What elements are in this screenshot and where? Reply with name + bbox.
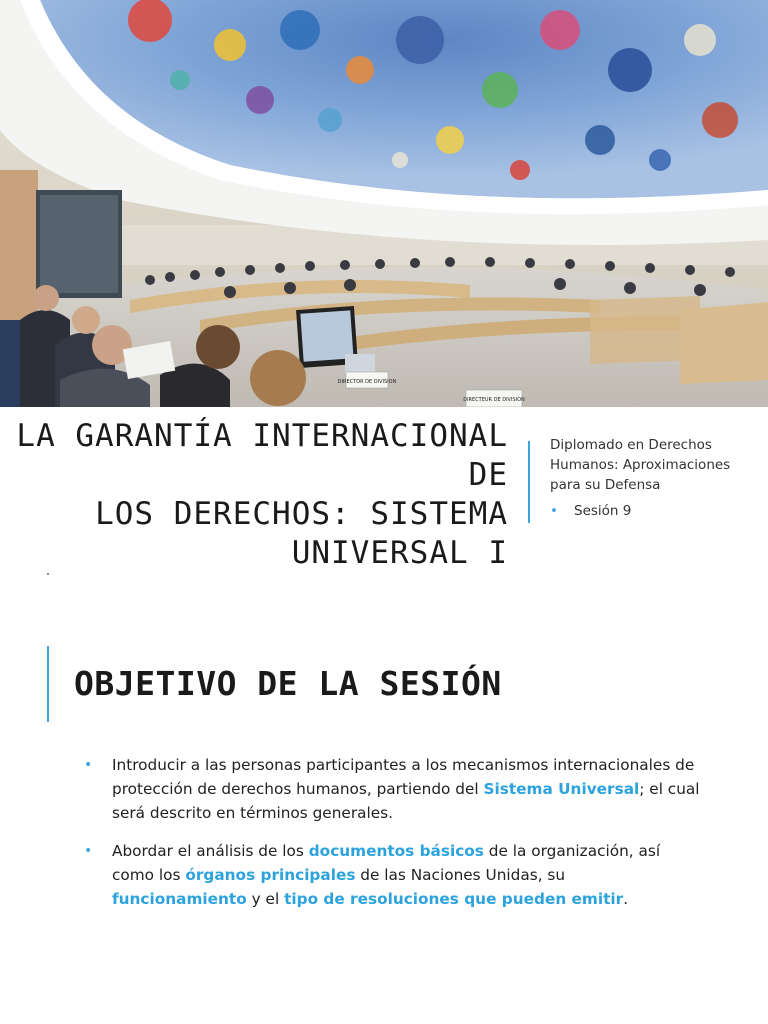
objective-text: de la organización, así como los <box>112 842 661 884</box>
objective-slide <box>0 587 768 1024</box>
highlighted-term: funcionamiento <box>112 890 247 908</box>
title-accent-bar <box>47 646 49 722</box>
council-chamber-photo <box>0 0 768 407</box>
main-title-line-2: LOS DERECHOS: SISTEMA <box>95 496 508 532</box>
objective-text: Abordar el análisis de los <box>112 842 309 860</box>
objective-item <box>84 839 704 911</box>
objective-text: . <box>623 890 629 908</box>
objective-text: de las Naciones Unidas, su <box>355 866 566 884</box>
objective-text: y el <box>246 890 285 908</box>
session-bullet: • <box>550 503 558 519</box>
highlighted-term: órganos principales <box>185 866 356 884</box>
main-title <box>8 417 508 573</box>
council-chamber-illustration <box>0 0 768 407</box>
session-item <box>550 501 760 521</box>
session-label: Sesión 9 <box>574 503 632 519</box>
placard-text-1: DIRECTOR DE DIVISION <box>337 379 397 385</box>
slide-separator <box>0 567 768 587</box>
course-subtitle <box>550 435 760 495</box>
highlighted-term: tipo de resoluciones que pueden emitir <box>284 890 624 908</box>
title-slide <box>0 407 768 571</box>
section-title: OBJETIVO DE LA SESIÓN <box>74 664 502 703</box>
placard-text-2: DIRECTEUR DE DIVISION <box>463 397 525 403</box>
subtitle-line-1: Diplomado en Derechos <box>550 437 712 453</box>
main-title-line-3: UNIVERSAL I <box>291 535 508 571</box>
subtitle-line-3: para su Defensa <box>550 477 661 493</box>
bullet-dot: • <box>84 757 93 773</box>
bullet-dot: • <box>84 843 93 859</box>
main-title-line-1: LA GARANTÍA INTERNACIONAL DE <box>16 418 508 493</box>
title-divider <box>528 441 530 523</box>
subtitle-line-2: Humanos: Aproximaciones <box>550 457 731 473</box>
objective-text: Introducir a las personas participantes a los mecanismos internacionales de protección de derechos humanos, partiendo del <box>112 756 695 798</box>
highlighted-term: Sistema Universal <box>483 780 640 798</box>
highlighted-term: documentos básicos <box>308 842 484 860</box>
objective-item <box>84 753 704 825</box>
objective-list <box>84 753 704 925</box>
objective-text: ; el cual será descrito en términos generales. <box>112 780 700 822</box>
